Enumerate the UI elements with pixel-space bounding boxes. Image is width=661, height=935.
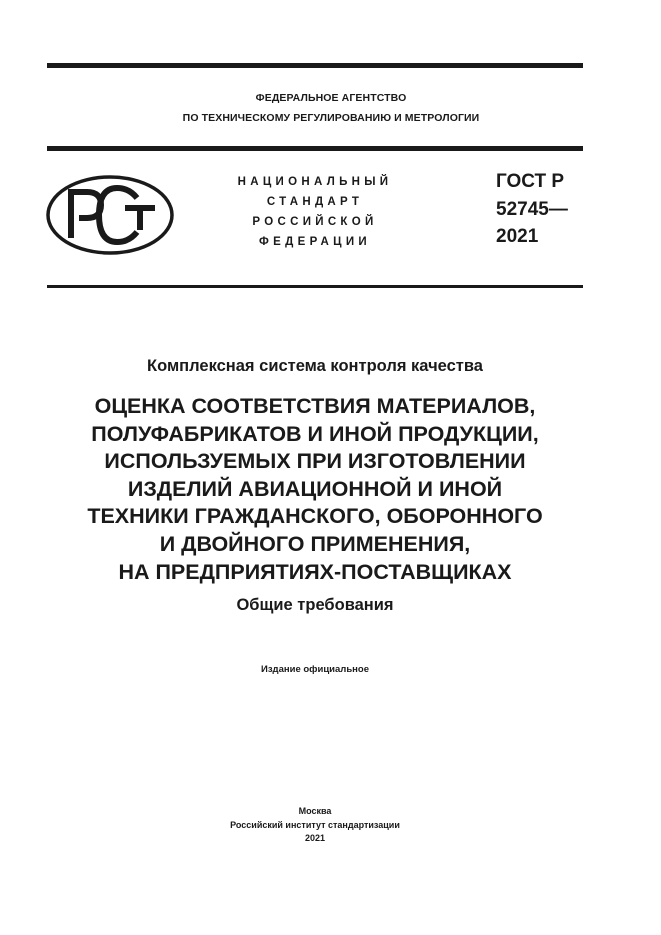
top-rule — [47, 63, 583, 68]
imprint-year: 2021 — [304, 833, 326, 843]
header-bottom-rule — [47, 285, 583, 288]
gost-r-logo-icon — [45, 174, 175, 256]
national-line: РОССИЙСКОЙ — [252, 216, 378, 228]
imprint-publisher: Российский институт стандартизации — [230, 819, 400, 830]
national-standard-label — [220, 172, 410, 252]
title-line: ИЗДЕЛИЙ АВИАЦИОННОЙ И ИНОЙ — [127, 476, 503, 501]
imprint — [47, 805, 583, 846]
imprint-city: Москва — [298, 806, 332, 816]
series-title: Комплексная система контроля качества — [147, 357, 483, 375]
title-line: ОЦЕНКА СООТВЕТСТВИЯ МАТЕРИАЛОВ, — [94, 394, 536, 418]
title-line: ПОЛУФАБРИКАТОВ И ИНОЙ ПРОДУКЦИИ, — [91, 421, 539, 446]
header-rule — [47, 146, 583, 151]
designation-line: 2021 — [496, 226, 539, 247]
national-line: НАЦИОНАЛЬНЫЙ — [237, 176, 393, 188]
document-title — [47, 393, 583, 586]
title-line: НА ПРЕДПРИЯТИЯХ-ПОСТАВЩИКАХ — [118, 559, 512, 584]
title-line: И ДВОЙНОГО ПРИМЕНЕНИЯ, — [159, 531, 471, 556]
document-subtitle: Общие требования — [236, 596, 394, 614]
title-line: ТЕХНИКИ ГРАЖДАНСКОГО, ОБОРОННОГО — [87, 504, 543, 529]
designation-line: ГОСТ Р — [496, 171, 565, 192]
agency-line-1: ФЕДЕРАЛЬНОЕ АГЕНТСТВО — [255, 92, 407, 104]
national-line: СТАНДАРТ — [266, 196, 364, 208]
national-line: ФЕДЕРАЦИИ — [259, 236, 371, 248]
title-line: ИСПОЛЬЗУЕМЫХ ПРИ ИЗГОТОВЛЕНИИ — [104, 449, 526, 474]
edition-label: Издание официальное — [261, 664, 369, 675]
designation-line: 52745— — [496, 198, 568, 220]
agency-line-2: ПО ТЕХНИЧЕСКОМУ РЕГУЛИРОВАНИЮ И МЕТРОЛОГИИ — [182, 112, 480, 124]
standard-designation — [496, 168, 596, 251]
